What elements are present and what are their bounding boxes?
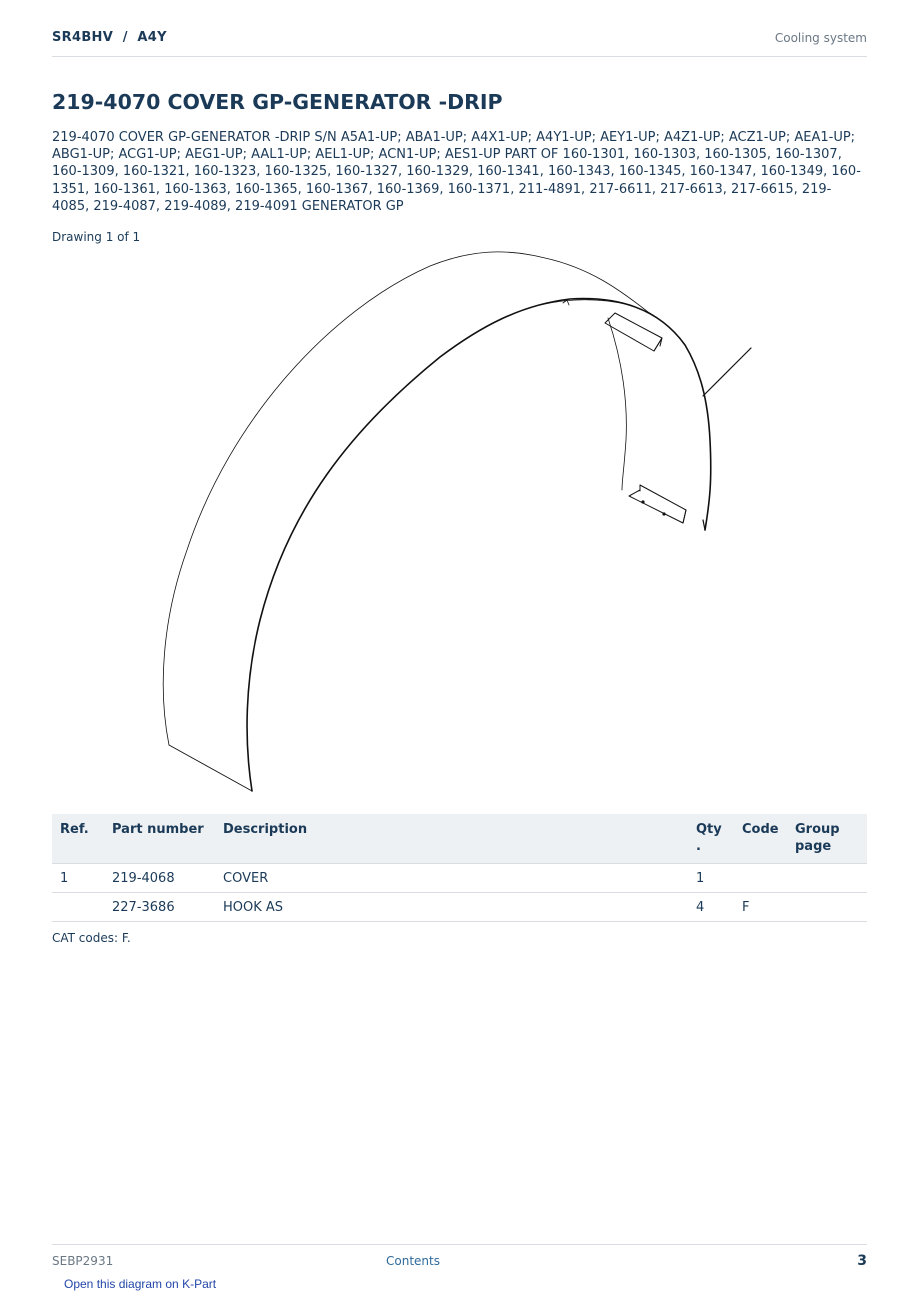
row-part-number: 227-3686 — [104, 893, 215, 922]
hook-upper — [605, 313, 662, 351]
cover-back-edge — [608, 318, 626, 490]
row-ref — [52, 893, 104, 922]
header-group-page: Group page — [787, 814, 867, 864]
row-group-page — [787, 864, 867, 893]
row-group-page — [787, 893, 867, 922]
hook-lower-lip — [640, 485, 686, 523]
row-part-number: 219-4068 — [104, 864, 215, 893]
cover-inner-rim — [247, 299, 711, 791]
header-code: Code — [734, 814, 787, 864]
open-kpart-link[interactable]: Open this diagram on K-Part — [64, 1277, 217, 1291]
hook-upper-lip — [654, 338, 662, 351]
row-code — [734, 864, 787, 893]
cover-lower-right-edge — [703, 520, 705, 530]
row-ref: 1 — [52, 864, 104, 893]
page-number: 3 — [857, 1253, 867, 1269]
cat-codes-note: CAT codes: F. — [52, 931, 131, 945]
header-ref: Ref. — [52, 814, 104, 864]
header-description: Description — [215, 814, 688, 864]
page-title: 219-4070 COVER GP-GENERATOR -DRIP — [52, 90, 503, 114]
part-description: 219-4070 COVER GP-GENERATOR -DRIP S/N A5A1-UP; ABA1-UP; A4X1-UP; A4Y1-UP; AEY1-UP; A4Z1-UP; ACZ1-UP; AEA1-UP; ABG1-UP; ACG1-UP; AEG1-UP; AAL1-UP; AEL1-UP; ACN1-UP; AES1-UP PART OF 160-1301, 160-1303, 160-1305, 160-1307, 160-1309, 160-1321, 160-1323, 160-1325, 160-1327, 160-1329, 160-1341, 160-1343, 160-1345, 160-1347, 160-1349, 160-1351, 160-1361, 160-1363, 160-1365, 160-1367, 160-1369, 160-1371, 211-4891, 217-6611, 217-6613, 217-6615, 219-4085, 219-4087, 219-4089, 219-4091 GENERATOR GP — [52, 130, 861, 214]
hook-lower-hole-2 — [662, 512, 665, 515]
hook-lower-hole-1 — [641, 500, 644, 503]
page-footer — [52, 1244, 867, 1275]
cover-top-edge — [540, 300, 630, 305]
cover-side-outer-line — [169, 745, 252, 791]
parts-table-header — [52, 814, 867, 864]
row-description: HOOK AS — [215, 893, 688, 922]
header-qty: Qty . — [688, 814, 734, 864]
row-description: COVER — [215, 864, 688, 893]
parts-table — [52, 814, 867, 922]
hook-lower — [629, 485, 686, 523]
section-label: Cooling system — [774, 31, 867, 45]
row-qty: 4 — [688, 893, 734, 922]
table-row — [52, 893, 867, 922]
cover-outer-edge — [163, 252, 680, 745]
drawing-count: Drawing 1 of 1 — [52, 230, 141, 244]
table-row — [52, 864, 867, 893]
document-id: SEBP2931 — [52, 1254, 114, 1268]
header-part-number: Part number — [104, 814, 215, 864]
row-code: F — [734, 893, 787, 922]
model-serial-label: SR4BHV / A4Y — [52, 30, 167, 45]
row-qty: 1 — [688, 864, 734, 893]
cover-back-line — [703, 348, 751, 396]
contents-link[interactable]: Contents — [386, 1254, 440, 1268]
